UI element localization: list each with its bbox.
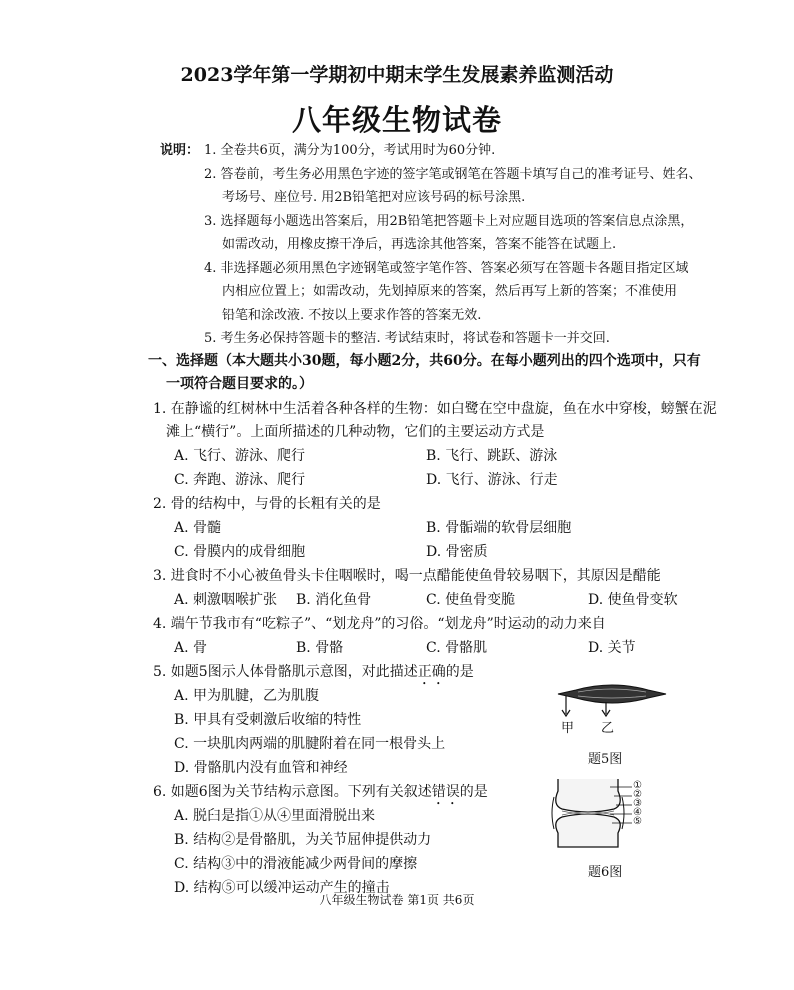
figure-6-caption: 题6图 xyxy=(588,865,623,880)
figure-5-caption: 题5图 xyxy=(588,752,623,767)
question-4-option-a: A. 骨 xyxy=(174,640,208,656)
question-2-option-c: C. 骨膜内的成骨细胞 xyxy=(174,544,306,560)
question-4-option-d: D. 关节 xyxy=(588,640,636,656)
exam-subtitle: 八年级生物试卷 xyxy=(291,103,502,137)
figure-6-mark: ① xyxy=(633,780,642,791)
instruction-line: 铅笔和涂改液. 不按以上要求作答的答案无效. xyxy=(222,308,482,323)
question-6-stem-pre: 6. 如题6图为关节结构示意图。下列有关叙述 xyxy=(153,784,432,800)
question-6-stem xyxy=(153,781,488,808)
question-6-option-b: B. 结构②是骨骼肌，为关节屈伸提供动力 xyxy=(174,832,432,848)
section-heading: 一、选择题（本大题共小30题，每小题2分，共60分。在每小题列出的四个选项中，只有 xyxy=(148,353,701,369)
question-2-option-a: A. 骨髓 xyxy=(174,520,222,536)
question-5-stem-pre: 5. 如题5图示人体骨骼肌示意图，对此描述 xyxy=(153,664,418,680)
question-6-stem-post: 的是 xyxy=(459,784,488,800)
question-5-option-b: B. 甲具有受刺激后收缩的特性 xyxy=(174,712,362,728)
question-5-stem-emphasis: 正确 xyxy=(417,664,446,680)
question-3-option-c: C. 使鱼骨变脆 xyxy=(426,592,516,608)
page-footer: 八年级生物试卷 第1页 共6页 xyxy=(319,893,475,907)
question-2-option-d: D. 骨密质 xyxy=(426,544,488,560)
instruction-line: 内相应位置上；如需改动，先划掉原来的答案，然后再写上新的答案；不准使用 xyxy=(222,284,678,299)
question-4-option-c: C. 骨骼肌 xyxy=(426,640,488,656)
question-4-stem: 4. 端午节我市有“吃粽子”、“划龙舟”的习俗。“划龙舟”时运动的动力来自 xyxy=(153,616,606,632)
instruction-line: 1. 全卷共6页，满分为100分，考试用时为60分钟. xyxy=(204,143,496,158)
question-1-option-a: A. 飞行、游泳、爬行 xyxy=(174,448,306,464)
question-3-option-d: D. 使鱼骨变软 xyxy=(588,592,678,608)
instruction-line: 2. 答卷前，考生务必用黑色字迹的签字笔或钢笔在答题卡填写自己的准考证号、姓名、 xyxy=(204,167,702,182)
figure-5-label-yi: 乙 xyxy=(601,721,615,736)
question-6-option-c: C. 结构③中的滑液能减少两骨间的摩擦 xyxy=(174,856,418,872)
question-2-stem: 2. 骨的结构中，与骨的长粗有关的是 xyxy=(153,496,381,512)
instruction-line: 5. 考生务必保持答题卡的整洁. 考试结束时，将试卷和答题卡一并交回. xyxy=(204,331,610,346)
instruction-line: 考场号、座位号. 用2B铅笔把对应该号码的标号涂黑. xyxy=(222,190,526,205)
figure-6-mark: ⑤ xyxy=(633,816,642,827)
question-5-stem-post: 的是 xyxy=(445,664,474,680)
question-1-option-c: C. 奔跑、游泳、爬行 xyxy=(174,472,306,488)
question-5-option-d: D. 骨骼肌内没有血管和神经 xyxy=(174,760,348,776)
question-3-option-a: A. 刺激咽喉扩张 xyxy=(174,592,278,608)
instruction-line: 如需改动，用橡皮擦干净后，再选涂其他答案，答案不能答在试题上. xyxy=(222,237,617,252)
question-6-stem-emphasis: 错误 xyxy=(431,784,460,800)
figure-6-mark: ③ xyxy=(633,798,642,809)
section-heading-cont: 一项符合题目要求的。） xyxy=(166,376,313,392)
question-6-option-a: A. 脱臼是指①从④里面滑脱出来 xyxy=(174,808,376,824)
instructions-label: 说明： xyxy=(160,143,200,158)
question-1-option-d: D. 飞行、游泳、行走 xyxy=(426,472,558,488)
question-1-stem-cont: 滩上“横行”。上面所描述的几种动物，它们的主要运动方式是 xyxy=(166,424,545,440)
figure-6-mark: ② xyxy=(633,789,642,800)
question-3-option-b: B. 消化鱼骨 xyxy=(296,592,372,608)
exam-title: 2023学年第一学期初中期末学生发展素养监测活动 xyxy=(180,64,614,86)
question-5-stem xyxy=(153,661,474,688)
question-4-option-b: B. 骨骼 xyxy=(296,640,344,656)
question-5-option-a: A. 甲为肌腱，乙为肌腹 xyxy=(174,688,320,704)
instruction-line: 3. 选择题每小题选出答案后，用2B铅笔把答题卡上对应题目选项的答案信息点涂黑， xyxy=(204,214,694,229)
question-2-option-b: B. 骨骺端的软骨层细胞 xyxy=(426,520,572,536)
question-1-option-b: B. 飞行、跳跃、游泳 xyxy=(426,448,558,464)
question-6-option-d: D. 结构⑤可以缓冲运动产生的撞击 xyxy=(174,880,390,896)
question-3-stem: 3. 进食时不小心被鱼骨头卡住咽喉时，喝一点醋能使鱼骨较易咽下，其原因是醋能 xyxy=(153,568,661,584)
question-1-stem: 1. 在静谧的红树林中生活着各种各样的生物：如白鹭在空中盘旋，鱼在水中穿梭，螃蟹在泥 xyxy=(153,401,717,417)
figure-5-label-jia: 甲 xyxy=(561,721,575,736)
figure-6-mark: ④ xyxy=(633,807,642,818)
question-5-option-c: C. 一块肌肉两端的肌腱附着在同一根骨头上 xyxy=(174,736,446,752)
instruction-line: 4. 非选择题必须用黑色字迹钢笔或签字笔作答、答案必须写在答题卡各题目指定区域 xyxy=(204,261,689,276)
